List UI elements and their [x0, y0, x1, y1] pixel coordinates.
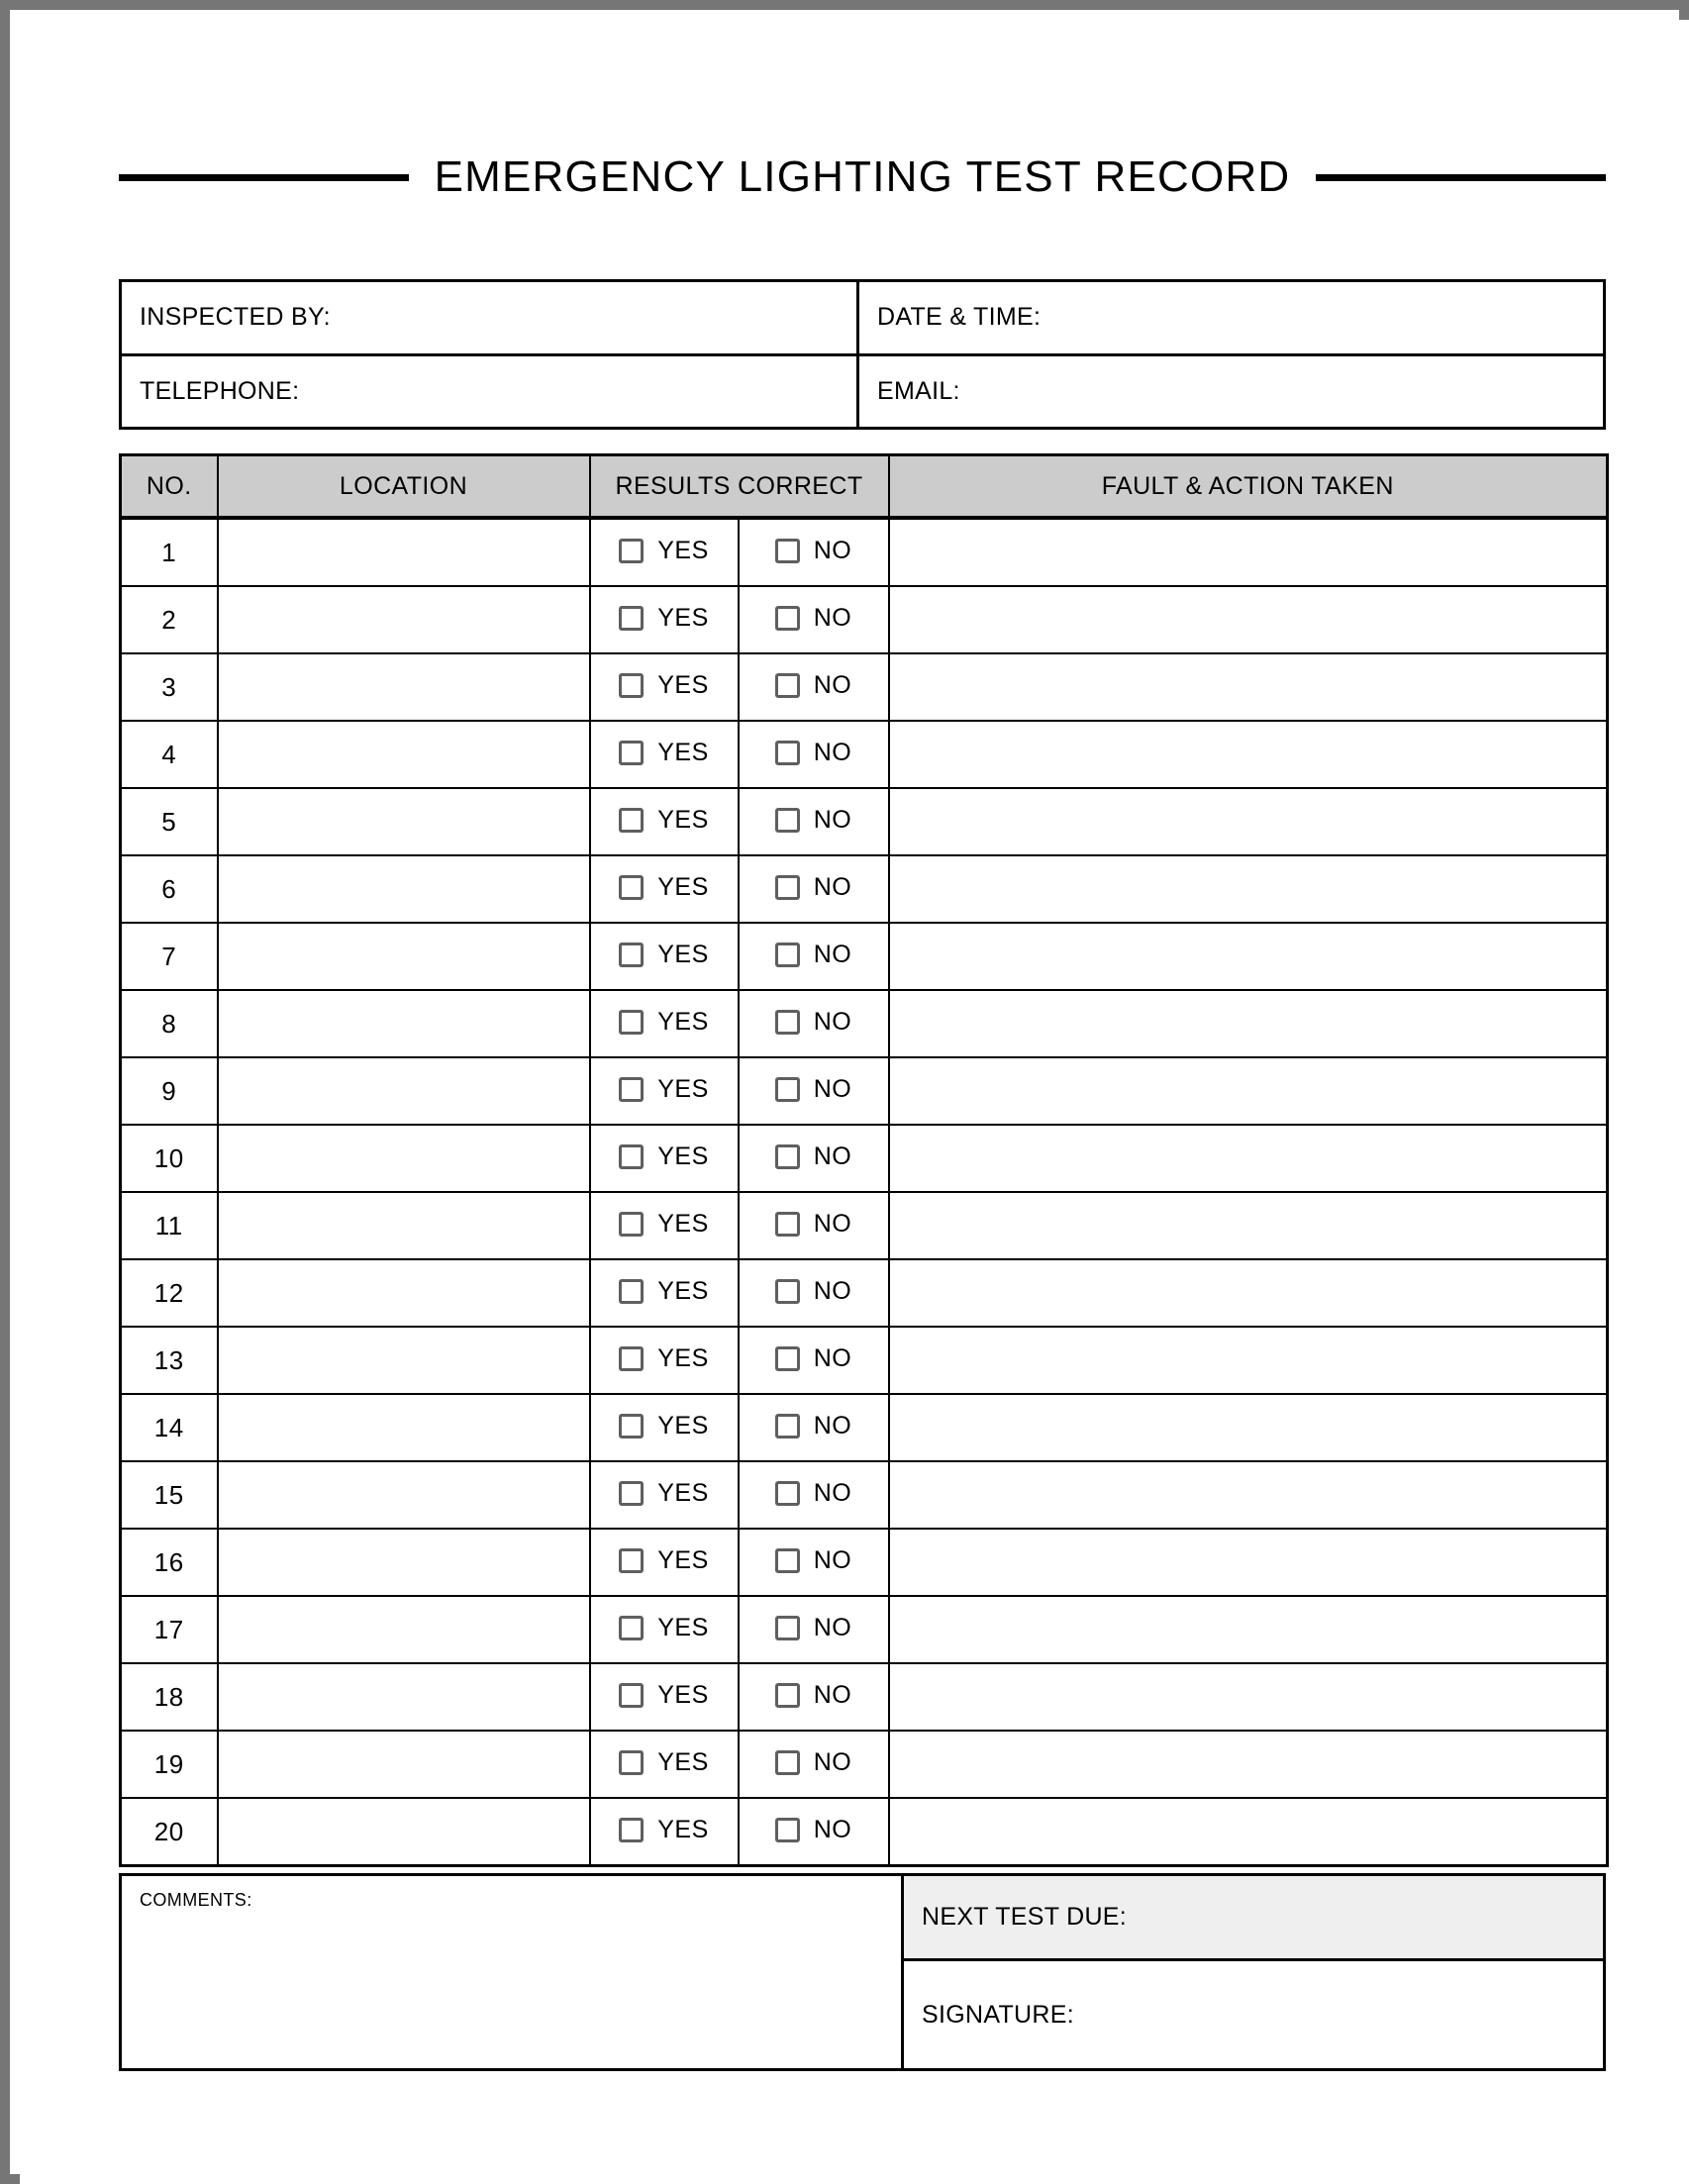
results-yes-cell[interactable] — [590, 721, 739, 788]
results-no-cell[interactable] — [739, 855, 889, 923]
yes-checkbox[interactable] — [619, 1279, 644, 1304]
fault-action-cell[interactable] — [889, 1125, 1608, 1192]
results-yes-cell[interactable] — [590, 1596, 739, 1663]
table-row — [121, 1798, 1608, 1866]
table-row — [121, 721, 1608, 788]
test-record-table — [119, 453, 1609, 1867]
no-checkbox[interactable] — [775, 539, 800, 563]
table-row — [121, 1663, 1608, 1731]
email-label: EMAIL: — [877, 376, 960, 405]
inspected-by-label: INSPECTED BY: — [140, 303, 331, 332]
email-field[interactable] — [859, 356, 1603, 428]
no-label: NO — [813, 1142, 852, 1170]
results-no-cell[interactable] — [739, 1192, 889, 1259]
results-yes-cell[interactable] — [590, 855, 739, 923]
yes-checkbox[interactable] — [619, 606, 644, 631]
location-cell[interactable] — [218, 653, 590, 721]
signature-label: SIGNATURE: — [922, 2000, 1074, 2029]
row-number-cell: 18 — [121, 1663, 218, 1731]
results-no-cell[interactable] — [739, 1461, 889, 1529]
no-checkbox[interactable] — [775, 1818, 800, 1842]
fault-action-cell[interactable] — [889, 1057, 1608, 1125]
location-cell[interactable] — [218, 855, 590, 923]
location-cell[interactable] — [218, 990, 590, 1057]
table-row — [121, 586, 1608, 653]
results-yes-cell[interactable] — [590, 1192, 739, 1259]
yes-label: YES — [657, 1748, 709, 1776]
row-number-cell: 3 — [121, 653, 218, 721]
no-label: NO — [813, 1210, 852, 1238]
no-checkbox[interactable] — [775, 1616, 800, 1640]
results-yes-cell[interactable] — [590, 518, 739, 586]
yes-checkbox[interactable] — [619, 1077, 644, 1102]
next-test-due-label: NEXT TEST DUE: — [922, 1903, 1128, 1931]
row-number-cell: 10 — [121, 1125, 218, 1192]
row-number-cell: 2 — [121, 586, 218, 653]
yes-checkbox[interactable] — [619, 808, 644, 833]
table-row — [121, 855, 1608, 923]
no-checkbox[interactable] — [775, 1077, 800, 1102]
location-cell[interactable] — [218, 1327, 590, 1394]
telephone-label: TELEPHONE: — [140, 376, 300, 405]
fault-action-cell[interactable] — [889, 518, 1608, 586]
results-yes-cell[interactable] — [590, 586, 739, 653]
table-row — [121, 1327, 1608, 1394]
yes-checkbox[interactable] — [619, 943, 644, 967]
location-cell[interactable] — [218, 1259, 590, 1327]
yes-label: YES — [657, 537, 709, 564]
location-cell[interactable] — [218, 923, 590, 990]
yes-label: YES — [657, 806, 709, 834]
yes-label: YES — [657, 604, 709, 632]
yes-label: YES — [657, 1142, 709, 1170]
table-row — [121, 1529, 1608, 1596]
no-label: NO — [813, 671, 852, 699]
table-row — [121, 653, 1608, 721]
no-label: NO — [813, 1816, 852, 1843]
fault-action-cell[interactable] — [889, 1327, 1608, 1394]
table-row — [121, 1461, 1608, 1529]
no-checkbox[interactable] — [775, 1144, 800, 1169]
results-yes-cell[interactable] — [590, 1394, 739, 1461]
yes-checkbox[interactable] — [619, 1144, 644, 1169]
row-number-cell: 20 — [121, 1798, 218, 1866]
location-cell[interactable] — [218, 1125, 590, 1192]
row-number-cell: 5 — [121, 788, 218, 855]
location-cell[interactable] — [218, 1596, 590, 1663]
no-label: NO — [813, 941, 852, 968]
location-cell[interactable] — [218, 1731, 590, 1798]
table-row — [121, 1596, 1608, 1663]
yes-checkbox[interactable] — [619, 1414, 644, 1439]
yes-label: YES — [657, 1816, 709, 1843]
table-row — [121, 788, 1608, 855]
title-rule-right — [1316, 174, 1606, 181]
table-row — [121, 990, 1608, 1057]
fault-action-cell[interactable] — [889, 1596, 1608, 1663]
fault-action-cell[interactable] — [889, 1461, 1608, 1529]
results-yes-cell[interactable] — [590, 990, 739, 1057]
footer-right-column — [904, 1876, 1603, 2068]
location-cell[interactable] — [218, 788, 590, 855]
comments-label: COMMENTS: — [140, 1890, 252, 1910]
yes-checkbox[interactable] — [619, 673, 644, 698]
no-checkbox[interactable] — [775, 943, 800, 967]
location-cell[interactable] — [218, 1192, 590, 1259]
no-checkbox[interactable] — [775, 808, 800, 833]
results-yes-cell[interactable] — [590, 1663, 739, 1731]
results-no-cell[interactable] — [739, 923, 889, 990]
column-header-fault-action: FAULT & ACTION TAKEN — [889, 455, 1608, 519]
no-checkbox[interactable] — [775, 1750, 800, 1775]
yes-label: YES — [657, 1412, 709, 1439]
results-yes-cell[interactable] — [590, 1798, 739, 1866]
fault-action-cell[interactable] — [889, 1663, 1608, 1731]
no-checkbox[interactable] — [775, 673, 800, 698]
row-number-cell: 17 — [121, 1596, 218, 1663]
no-label: NO — [813, 604, 852, 632]
yes-checkbox[interactable] — [619, 1346, 644, 1371]
results-no-cell[interactable] — [739, 1798, 889, 1866]
yes-label: YES — [657, 739, 709, 766]
table-body — [121, 518, 1608, 1866]
footer-box — [119, 1873, 1606, 2071]
yes-label: YES — [657, 1614, 709, 1641]
table-row — [121, 923, 1608, 990]
results-yes-cell[interactable] — [590, 1125, 739, 1192]
results-no-cell[interactable] — [739, 990, 889, 1057]
no-checkbox[interactable] — [775, 741, 800, 765]
location-cell[interactable] — [218, 721, 590, 788]
column-header-location: LOCATION — [218, 455, 590, 519]
results-yes-cell[interactable] — [590, 1327, 739, 1394]
results-yes-cell[interactable] — [590, 653, 739, 721]
row-number-cell: 11 — [121, 1192, 218, 1259]
no-checkbox[interactable] — [775, 1212, 800, 1237]
no-label: NO — [813, 1008, 852, 1036]
fault-action-cell[interactable] — [889, 1529, 1608, 1596]
results-no-cell[interactable] — [739, 1259, 889, 1327]
row-number-cell: 16 — [121, 1529, 218, 1596]
fault-action-cell[interactable] — [889, 1259, 1608, 1327]
yes-label: YES — [657, 1277, 709, 1305]
yes-checkbox[interactable] — [619, 741, 644, 765]
fault-action-cell[interactable] — [889, 1394, 1608, 1461]
no-checkbox[interactable] — [775, 875, 800, 900]
no-label: NO — [813, 537, 852, 564]
results-no-cell[interactable] — [739, 653, 889, 721]
no-label: NO — [813, 739, 852, 766]
yes-label: YES — [657, 1344, 709, 1372]
comments-field[interactable] — [122, 1876, 904, 2068]
no-label: NO — [813, 1277, 852, 1305]
title-rule-left — [119, 174, 409, 181]
location-cell[interactable] — [218, 1394, 590, 1461]
table-row — [121, 1192, 1608, 1259]
fault-action-cell[interactable] — [889, 586, 1608, 653]
results-yes-cell[interactable] — [590, 923, 739, 990]
yes-checkbox[interactable] — [619, 1010, 644, 1035]
row-number-cell: 4 — [121, 721, 218, 788]
results-no-cell[interactable] — [739, 1057, 889, 1125]
date-time-field[interactable] — [859, 282, 1603, 353]
no-checkbox[interactable] — [775, 606, 800, 631]
no-checkbox[interactable] — [775, 1346, 800, 1371]
no-label: NO — [813, 806, 852, 834]
location-cell[interactable] — [218, 1663, 590, 1731]
results-yes-cell[interactable] — [590, 1259, 739, 1327]
no-checkbox[interactable] — [775, 1414, 800, 1439]
row-number-cell: 19 — [121, 1731, 218, 1798]
table-row — [121, 1125, 1608, 1192]
column-header-no: NO. — [121, 455, 218, 519]
row-number-cell: 12 — [121, 1259, 218, 1327]
row-number-cell: 9 — [121, 1057, 218, 1125]
no-label: NO — [813, 1681, 852, 1709]
yes-checkbox[interactable] — [619, 1616, 644, 1640]
location-cell[interactable] — [218, 1461, 590, 1529]
no-label: NO — [813, 1412, 852, 1439]
fault-action-cell[interactable] — [889, 1798, 1608, 1866]
yes-checkbox[interactable] — [619, 875, 644, 900]
no-label: NO — [813, 1614, 852, 1641]
yes-checkbox[interactable] — [619, 1548, 644, 1573]
row-number-cell: 14 — [121, 1394, 218, 1461]
fault-action-cell[interactable] — [889, 1192, 1608, 1259]
document-sheet — [20, 20, 1689, 2184]
location-cell[interactable] — [218, 518, 590, 586]
no-label: NO — [813, 1546, 852, 1574]
inspected-by-field[interactable] — [122, 282, 859, 353]
results-no-cell[interactable] — [739, 1731, 889, 1798]
yes-checkbox[interactable] — [619, 539, 644, 563]
row-number-cell: 7 — [121, 923, 218, 990]
results-no-cell[interactable] — [739, 1394, 889, 1461]
location-cell[interactable] — [218, 1798, 590, 1866]
no-checkbox[interactable] — [775, 1481, 800, 1506]
yes-label: YES — [657, 1681, 709, 1709]
table-row — [121, 1057, 1608, 1125]
yes-checkbox[interactable] — [619, 1750, 644, 1775]
document-title-row — [119, 147, 1606, 208]
yes-label: YES — [657, 671, 709, 699]
yes-label: YES — [657, 1210, 709, 1238]
fault-action-cell[interactable] — [889, 788, 1608, 855]
yes-label: YES — [657, 1075, 709, 1103]
row-number-cell: 8 — [121, 990, 218, 1057]
no-label: NO — [813, 873, 852, 901]
results-no-cell[interactable] — [739, 1663, 889, 1731]
yes-checkbox[interactable] — [619, 1212, 644, 1237]
results-no-cell[interactable] — [739, 518, 889, 586]
info-row-2 — [122, 356, 1603, 428]
yes-checkbox[interactable] — [619, 1481, 644, 1506]
table-row — [121, 1394, 1608, 1461]
location-cell[interactable] — [218, 1057, 590, 1125]
location-cell[interactable] — [218, 1529, 590, 1596]
results-yes-cell[interactable] — [590, 788, 739, 855]
results-yes-cell[interactable] — [590, 1529, 739, 1596]
signature-field[interactable] — [904, 1961, 1603, 2068]
date-time-label: DATE & TIME: — [877, 303, 1042, 332]
results-yes-cell[interactable] — [590, 1461, 739, 1529]
results-yes-cell[interactable] — [590, 1057, 739, 1125]
results-no-cell[interactable] — [739, 721, 889, 788]
no-label: NO — [813, 1344, 852, 1372]
next-test-due-field[interactable] — [904, 1876, 1603, 1961]
info-row-1 — [122, 282, 1603, 356]
row-number-cell: 13 — [121, 1327, 218, 1394]
fault-action-cell[interactable] — [889, 721, 1608, 788]
no-label: NO — [813, 1748, 852, 1776]
table-row — [121, 1731, 1608, 1798]
results-no-cell[interactable] — [739, 1327, 889, 1394]
row-number-cell: 15 — [121, 1461, 218, 1529]
yes-label: YES — [657, 1008, 709, 1036]
table-header-row — [121, 455, 1608, 519]
fault-action-cell[interactable] — [889, 923, 1608, 990]
fault-action-cell[interactable] — [889, 855, 1608, 923]
table-row — [121, 1259, 1608, 1327]
no-checkbox[interactable] — [775, 1010, 800, 1035]
location-cell[interactable] — [218, 586, 590, 653]
yes-label: YES — [657, 941, 709, 968]
no-label: NO — [813, 1075, 852, 1103]
results-no-cell[interactable] — [739, 1125, 889, 1192]
yes-checkbox[interactable] — [619, 1818, 644, 1842]
column-header-results-correct: RESULTS CORRECT — [590, 455, 889, 519]
telephone-field[interactable] — [122, 356, 859, 428]
yes-checkbox[interactable] — [619, 1683, 644, 1708]
results-no-cell[interactable] — [739, 788, 889, 855]
table-row — [121, 518, 1608, 586]
no-label: NO — [813, 1479, 852, 1507]
row-number-cell: 1 — [121, 518, 218, 586]
results-yes-cell[interactable] — [590, 1731, 739, 1798]
row-number-cell: 6 — [121, 855, 218, 923]
results-no-cell[interactable] — [739, 586, 889, 653]
yes-label: YES — [657, 873, 709, 901]
fault-action-cell[interactable] — [889, 1731, 1608, 1798]
no-checkbox[interactable] — [775, 1279, 800, 1304]
page-title: EMERGENCY LIGHTING TEST RECORD — [434, 152, 1291, 201]
inspector-info-box — [119, 279, 1606, 430]
no-checkbox[interactable] — [775, 1683, 800, 1708]
no-checkbox[interactable] — [775, 1548, 800, 1573]
fault-action-cell[interactable] — [889, 653, 1608, 721]
results-no-cell[interactable] — [739, 1529, 889, 1596]
yes-label: YES — [657, 1479, 709, 1507]
yes-label: YES — [657, 1546, 709, 1574]
results-no-cell[interactable] — [739, 1596, 889, 1663]
fault-action-cell[interactable] — [889, 990, 1608, 1057]
